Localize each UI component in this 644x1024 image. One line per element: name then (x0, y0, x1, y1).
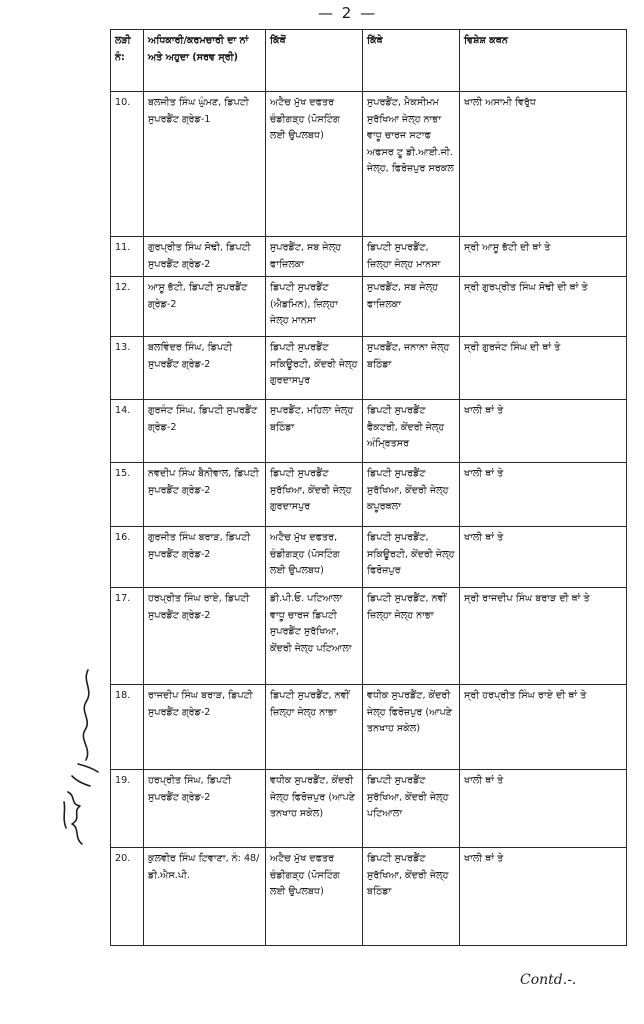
cell-officer: ਗੁਰਪ੍ਰੀਤ ਸਿੰਘ ਸੋਢੀ, ਡਿਪਟੀ ਸੁਪਰਡੈਂਟ ਗ੍ਰੇਡ-2 (144, 237, 266, 277)
cell-officer: ਬਲਜੀਤ ਸਿੰਘ ਘੁੰਮਣ, ਡਿਪਟੀ ਸੁਪਰਡੈਂਟ ਗ੍ਰੇਡ-1 (144, 92, 266, 237)
cell-officer: ਗੁਰਜੀਤ ਸਿੰਘ ਬਰਾੜ, ਡਿਪਟੀ ਸੁਪਰਡੈਂਟ ਗ੍ਰੇਡ-2 (144, 527, 266, 588)
cell-to: ਡਿਪਟੀ ਸੁਪਰਡੈਂਟ ਸੁਰੱਖਿਆ, ਕੇਂਦਰੀ ਜੇਲ੍ਹ ਕਪੂਰਥਲਾ (363, 463, 460, 527)
cell-to: ਸੁਪਰਡੈਂਟ, ਸਬ ਜੇਲ੍ਹ ਫਾਜ਼ਿਲਕਾ (363, 277, 460, 337)
table-row (111, 337, 627, 400)
cell-officer: ਰਾਜਦੀਪ ਸਿੰਘ ਬਰਾੜ, ਡਿਪਟੀ ਸੁਪਰਡੈਂਟ ਗ੍ਰੇਡ-2 (144, 685, 266, 770)
cell-from: ਡਿਪਟੀ ਸੁਪਰਡੈਂਟ ਸਕਿਊਰਟੀ, ਕੇਂਦਰੀ ਜੇਲ੍ਹ ਗੁਰਦਾਸਪੁਰ (266, 337, 363, 400)
cell-officer: ਹਰਪ੍ਰੀਤ ਸਿੰਘ ਰਾਏ, ਡਿਪਟੀ ਸੁਪਰਡੈਂਟ ਗ੍ਰੇਡ-2 (144, 588, 266, 685)
cell-remarks: ਖਾਲੀ ਥਾਂ ਤੇ (460, 848, 627, 946)
cell-officer: ਹਰਪ੍ਰੀਤ ਸਿੰਘ, ਡਿਪਟੀ ਸੁਪਰਡੈਂਟ ਗ੍ਰੇਡ-2 (144, 770, 266, 848)
cell-serial: 17. (111, 588, 144, 685)
cell-from: ਅਟੈਚ ਮੁੱਖ ਦਫਤਰ ਚੰਡੀਗੜ੍ਹ (ਪੋਸਟਿੰਗ ਲਈ ਉਪਲਬਧ) (266, 848, 363, 946)
cell-serial: 16. (111, 527, 144, 588)
cell-serial: 19. (111, 770, 144, 848)
table-row (111, 527, 627, 588)
cell-from: ਡਿਪਟੀ ਸੁਪਰਡੈਂਟ, ਨਵੀਂ ਜ਼ਿਲ੍ਹਾ ਜੇਲ੍ਹ ਨਾਭਾ (266, 685, 363, 770)
cell-to: ਡਿਪਟੀ ਸੁਪਰਡੈਂਟ, ਜ਼ਿਲ੍ਹਾ ਜੇਲ੍ਹ ਮਾਨਸਾ (363, 237, 460, 277)
cell-remarks: ਸ੍ਰੀ ਹਰਪ੍ਰੀਤ ਸਿੰਘ ਰਾਏ ਦੀ ਥਾਂ ਤੇ (460, 685, 627, 770)
cell-remarks: ਸ੍ਰੀ ਆਸੂ ਭੱਟੀ ਦੀ ਥਾਂ ਤੇ (460, 237, 627, 277)
posting-table (110, 29, 627, 946)
cell-from: ਡਿਪਟੀ ਸੁਪਰਡੈਂਟ (ਐਡਮਿਨ), ਜ਼ਿਲ੍ਹਾ ਜੇਲ੍ਹ ਮਾਨਸਾ (266, 277, 363, 337)
cell-remarks: ਖਾਲੀ ਥਾਂ ਤੇ (460, 400, 627, 463)
cell-officer: ਬਲਵਿੰਦਰ ਸਿੰਘ, ਡਿਪਟੀ ਸੁਪਰਡੈਂਟ ਗ੍ਰੇਡ-2 (144, 337, 266, 400)
cell-remarks: ਸ੍ਰੀ ਰਾਜਦੀਪ ਸਿੰਘ ਬਰਾੜ ਦੀ ਥਾਂ ਤੇ (460, 588, 627, 685)
cell-serial: 14. (111, 400, 144, 463)
table-row (111, 588, 627, 685)
cell-officer: ਗੁਰਜੰਟ ਸਿੰਘ, ਡਿਪਟੀ ਸੁਪਰਡੈਂਟ ਗ੍ਰੇਡ-2 (144, 400, 266, 463)
cell-remarks: ਖਾਲੀ ਥਾਂ ਤੇ (460, 463, 627, 527)
cell-to: ਡਿਪਟੀ ਸੁਪਰਡੈਂਟ ਸੁਰੱਖਿਆ, ਕੇਂਦਰੀ ਜੇਲ੍ਹ ਪਟਿਆਲਾ (363, 770, 460, 848)
cell-serial: 13. (111, 337, 144, 400)
cell-serial: 12. (111, 277, 144, 337)
cell-serial: 10. (111, 92, 144, 237)
cell-remarks: ਸ੍ਰੀ ਗੁਰਪ੍ਰੀਤ ਸਿੰਘ ਸੋਢੀ ਦੀ ਥਾਂ ਤੇ (460, 277, 627, 337)
cell-from: ਅਟੈਚ ਮੁੱਖ ਦਫਤਰ ਚੰਡੀਗੜ੍ਹ (ਪੋਸਟਿੰਗ ਲਈ ਉਪਲਬਧ) (266, 92, 363, 237)
cell-officer: ਕੁਲਵੀਰ ਸਿੰਘ ਟਿਵਾਣਾ, ਨੰ: 48/ਡੀ.ਐਸ.ਪੀ. (144, 848, 266, 946)
table-row (111, 92, 627, 237)
table-row (111, 277, 627, 337)
table-row (111, 848, 627, 946)
cell-to: ਵਧੀਕ ਸੁਪਰਡੈਂਟ, ਕੇਂਦਰੀ ਜੇਲ੍ਹ ਫਿਰੋਜ਼ਪੁਰ (ਆਪਣੇ ਤਨਖਾਹ ਸਕੇਲ) (363, 685, 460, 770)
header-serial: ਲੜੀ ਨੰ: (111, 30, 144, 92)
cell-from: ਸੁਪਰਡੈਂਟ, ਮਹਿਲਾ ਜੇਲ੍ਹ ਬਠਿੰਡਾ (266, 400, 363, 463)
cell-remarks: ਖਾਲੀ ਥਾਂ ਤੇ (460, 770, 627, 848)
cell-serial: 11. (111, 237, 144, 277)
header-to: ਕਿੱਥੇ (363, 30, 460, 92)
table-row (111, 770, 627, 848)
cell-from: ਵਧੀਕ ਸੁਪਰਡੈਂਟ, ਕੇਂਦਰੀ ਜੇਲ੍ਹ ਫਿਰੋਜ਼ਪੁਰ (ਆਪਣੇ ਤਨਖਾਹ ਸਕੇਲ) (266, 770, 363, 848)
cell-serial: 18. (111, 685, 144, 770)
header-remarks: ਵਿਸ਼ੇਸ਼ ਕਥਨ (460, 30, 627, 92)
cell-from: ਸੁਪਰਡੈਂਟ, ਸਬ ਜੇਲ੍ਹ ਫਾਜ਼ਿਲਕਾ (266, 237, 363, 277)
cell-from: ਡਿਪਟੀ ਸੁਪਰਡੈਂਟ ਸੁਰੱਖਿਆ, ਕੇਂਦਰੀ ਜੇਲ੍ਹ ਗੁਰਦਾਸਪੁਰ (266, 463, 363, 527)
cell-remarks: ਖਾਲੀ ਥਾਂ ਤੇ (460, 527, 627, 588)
cell-from: ਅਟੈਚ ਮੁੱਖ ਦਫਤਰ, ਚੰਡੀਗੜ੍ਹ (ਪੋਸਟਿੰਗ ਲਈ ਉਪਲਬਧ) (266, 527, 363, 588)
table-row (111, 685, 627, 770)
cell-remarks: ਸ੍ਰੀ ਗੁਰਜੰਟ ਸਿੰਘ ਦੀ ਥਾਂ ਤੇ (460, 337, 627, 400)
table-row (111, 237, 627, 277)
continued-note: Contd.-. (520, 972, 577, 988)
table-row (111, 400, 627, 463)
cell-serial: 15. (111, 463, 144, 527)
handwritten-signature (58, 668, 104, 848)
cell-to: ਡਿਪਟੀ ਸੁਪਰਡੈਂਟ, ਨਵੀਂ ਜ਼ਿਲ੍ਹਾ ਜੇਲ੍ਹ ਨਾਭਾ (363, 588, 460, 685)
cell-to: ਡਿਪਟੀ ਸੁਪਰਡੈਂਟ ਸੁਰੱਖਿਆ, ਕੇਂਦਰੀ ਜੇਲ੍ਹ ਬਠਿੰਡਾ (363, 848, 460, 946)
cell-officer: ਆਸੂ ਭੱਟੀ, ਡਿਪਟੀ ਸੁਪਰਡੈਂਟ ਗ੍ਰੇਡ-2 (144, 277, 266, 337)
cell-serial: 20. (111, 848, 144, 946)
cell-officer: ਨਵਦੀਪ ਸਿੰਘ ਬੈਨੀਵਾਲ, ਡਿਪਟੀ ਸੁਪਰਡੈਂਟ ਗ੍ਰੇਡ-2 (144, 463, 266, 527)
table-header-row (111, 30, 627, 92)
cell-to: ਡਿਪਟੀ ਸੁਪਰਡੈਂਟ, ਸਕਿਊਰਟੀ, ਕੇਂਦਰੀ ਜੇਲ੍ਹ ਫਿਰੋਜ਼ਪੁਰ (363, 527, 460, 588)
cell-remarks: ਖਾਲੀ ਅਸਾਮੀ ਵਿਰੁੱਧ (460, 92, 627, 237)
cell-to: ਸੁਪਰਡੈਂਟ, ਮੈਕਸੀਮਮ ਸੁਰੱਖਿਆ ਜੇਲ੍ਹ ਨਾਭਾ ਵਾਧੂ ਚਾਰਜ ਸਟਾਫ ਅਫਸਰ ਟੂ ਡੀ.ਆਈ.ਜੀ. ਜੇਲ੍ਹ, ਫਿਰੋਜ਼ਪੁਰ ਸਰਕਲ (363, 92, 460, 237)
table-row (111, 463, 627, 527)
cell-from: ਡੀ.ਪੀ.ਓ. ਪਟਿਆਲਾ ਵਾਧੂ ਚਾਰਜ ਡਿਪਟੀ ਸੁਪਰਡੈਂਟ ਸੁਰੱਖਿਆ, ਕੇਂਦਰੀ ਜੇਲ੍ਹ ਪਟਿਆਲਾ (266, 588, 363, 685)
cell-to: ਸੁਪਰਡੈਂਟ, ਜਨਾਨਾ ਜੇਲ੍ਹ ਬਠਿੰਡਾ (363, 337, 460, 400)
header-officer: ਅਧਿਕਾਰੀ/ਕਰਮਚਾਰੀ ਦਾ ਨਾਂ ਅਤੇ ਅਹੁਦਾ (ਸਰਵ ਸ੍ਰੀ) (144, 30, 266, 92)
header-from: ਕਿੱਥੋਂ (266, 30, 363, 92)
page-number: — 2 — (318, 4, 378, 22)
cell-to: ਡਿਪਟੀ ਸੁਪਰਡੈਂਟ ਫੈਕਟਰੀ, ਕੇਂਦਰੀ ਜੇਲ੍ਹ ਅੰਮ੍ਰਿਤਸਰ (363, 400, 460, 463)
